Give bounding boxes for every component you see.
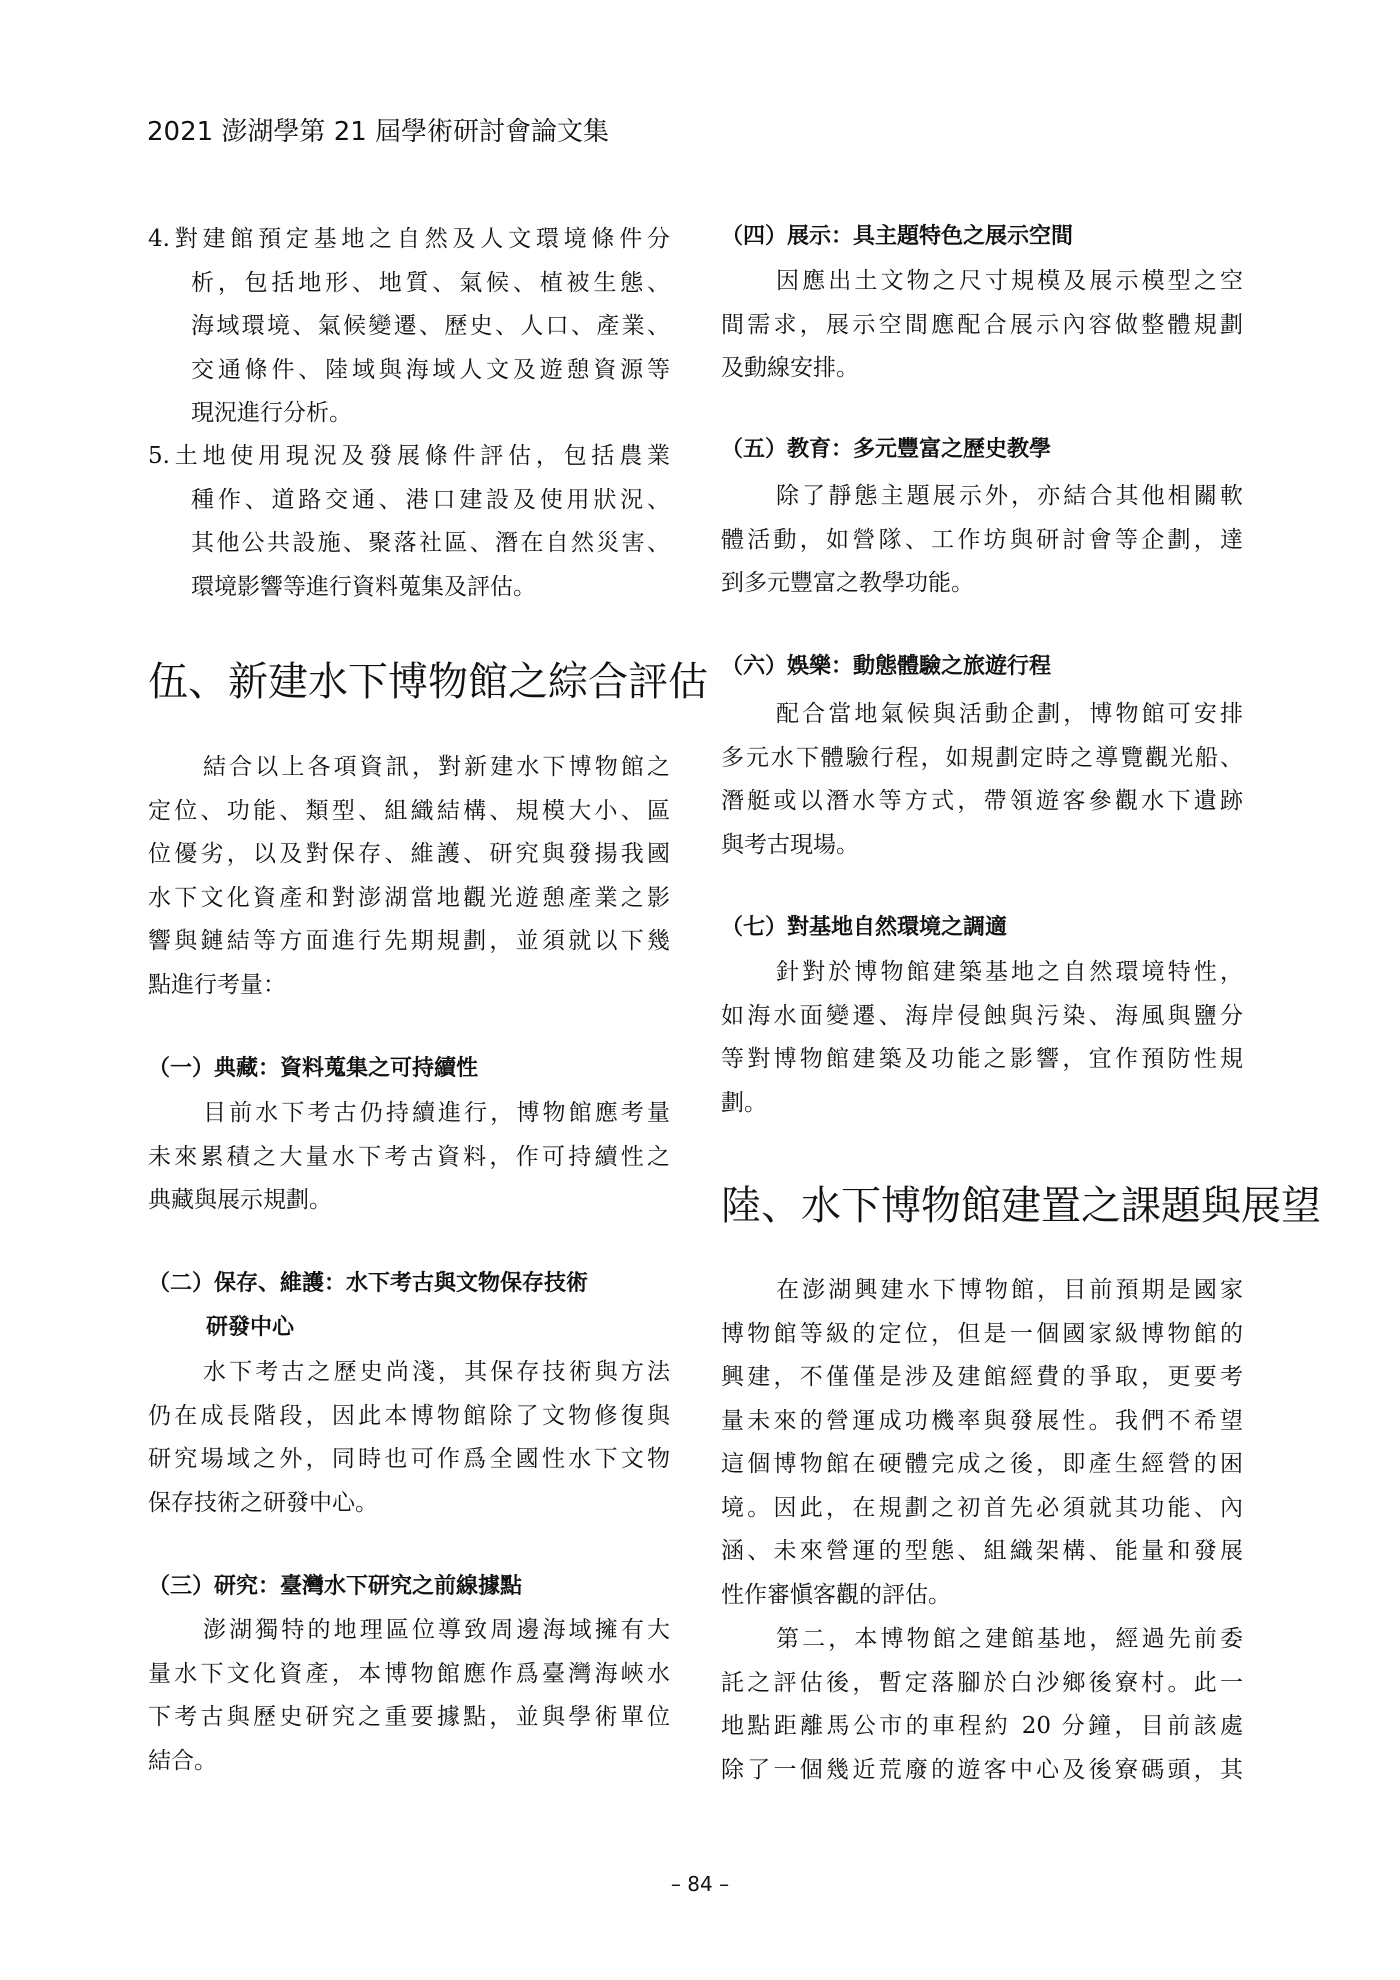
text-line: 其他公共設施、聚落社區、潛在自然災害、 xyxy=(191,530,670,556)
text-line: （七）對基地自然環境之調適 xyxy=(721,915,1008,940)
section-heading-6 xyxy=(721,1174,1321,1229)
text-line: 配合當地氣候與活動企劃，博物館可安排 xyxy=(776,701,1243,727)
section-heading-5 xyxy=(148,650,708,705)
text-line: 5.土地使用現況及發展條件評估，包括農業 xyxy=(148,443,670,469)
text-line: 結合。 xyxy=(148,1747,217,1774)
subheading-1 xyxy=(148,1051,670,1095)
text-line: 除了靜態主題展示外，亦結合其他相關軟 xyxy=(776,483,1243,509)
paragraph xyxy=(148,1094,670,1225)
text-line: 響與鏈結等方面進行先期規劃，並須就以下幾 xyxy=(148,928,670,954)
text-line: 位優劣，以及對保存、維護、研究與發揚我國 xyxy=(148,841,670,867)
text-line: 結合以上各項資訊，對新建水下博物館之 xyxy=(203,754,670,780)
text-line: 研究場域之外，同時也可作爲全國性水下文物 xyxy=(148,1446,670,1472)
text-line: 下考古與歷史研究之重要據點，並與學術單位 xyxy=(148,1704,670,1730)
text-line: 涵、未來營運的型態、組織架構、能量和發展 xyxy=(721,1538,1243,1564)
text-line: 到多元豐富之教學功能。 xyxy=(721,570,974,596)
paragraph xyxy=(148,1611,670,1785)
text-line: 在澎湖興建水下博物館，目前預期是國家 xyxy=(776,1277,1243,1303)
text-line: （四）展示：具主題特色之展示空間 xyxy=(721,224,1074,249)
subheading-3 xyxy=(148,1569,670,1613)
text-line: （一）典藏：資料蒐集之可持續性 xyxy=(148,1056,479,1081)
text-line: 與考古現場。 xyxy=(721,831,859,858)
paragraph xyxy=(721,695,1243,869)
text-line: 量未來的營運成功機率與發展性。我們不希望 xyxy=(721,1407,1243,1434)
running-header: 2021 澎湖學第 21 屆學術研討會論文集 xyxy=(147,117,610,147)
subheading-7 xyxy=(721,910,1243,954)
text-line: （六）娛樂：動態體驗之旅遊行程 xyxy=(721,654,1052,679)
text-line: 保存技術之研發中心。 xyxy=(148,1489,378,1516)
text-line: （五）教育：多元豐富之歷史教學 xyxy=(721,437,1052,462)
text-line: 水下考古之歷史尚淺，其保存技術與方法 xyxy=(203,1359,670,1385)
text-line: 性作審愼客觀的評估。 xyxy=(721,1581,951,1608)
text-line: 種作、道路交通、港口建設及使用狀況、 xyxy=(191,486,670,513)
text-line: 這個博物館在硬體完成之後，即產生經營的困 xyxy=(721,1451,1243,1477)
text-line: 劃。 xyxy=(721,1089,767,1116)
text-line: 潛艇或以潛水等方式，帶領遊客參觀水下遺跡 xyxy=(721,788,1243,814)
paragraph xyxy=(721,477,1243,608)
text-line: 環境影響等進行資料蒐集及評估。 xyxy=(191,573,536,600)
text-line: 興建，不僅僅是涉及建館經費的爭取，更要考 xyxy=(721,1364,1243,1390)
text-line: （三）研究：臺灣水下研究之前線據點 xyxy=(148,1574,523,1599)
text-line: 典藏與展示規劃。 xyxy=(148,1187,332,1213)
paragraph xyxy=(148,1353,670,1527)
text-line: 間需求，展示空間應配合展示內容做整體規劃 xyxy=(721,311,1243,338)
page-number: – 84 – xyxy=(670,1872,730,1896)
text-line: 點進行考量： xyxy=(148,971,286,998)
text-line: 目前水下考古仍持續進行，博物館應考量 xyxy=(203,1100,670,1126)
text-line: 水下文化資產和對澎湖當地觀光遊憩產業之影 xyxy=(148,884,670,911)
text-line: 未來累積之大量水下考古資料，作可持續性之 xyxy=(148,1143,670,1170)
subheading-5 xyxy=(721,432,1243,476)
subheading-2 xyxy=(148,1266,670,1353)
text-line: 析，包括地形、地質、氣候、植被生態、 xyxy=(191,269,670,296)
paragraph xyxy=(721,262,1243,393)
text-line: 地點距離馬公市的車程約 20 分鐘，目前該處 xyxy=(721,1713,1243,1739)
text-line: 4.對建館預定基地之自然及人文環境條件分 xyxy=(148,226,670,252)
text-line: 定位、功能、類型、組織結構、規模大小、區 xyxy=(148,797,670,824)
text-line: （二）保存、維護：水下考古與文物保存技術 xyxy=(148,1271,589,1296)
heading-text: 伍、新建水下博物館之綜合評估 xyxy=(148,659,708,705)
text-line: 澎湖獨特的地理區位導致周邊海域擁有大 xyxy=(203,1617,670,1643)
paragraph xyxy=(721,953,1243,1127)
text-line: 除了一個幾近荒廢的遊客中心及後寮碼頭，其 xyxy=(721,1756,1243,1783)
text-line: 研發中心 xyxy=(206,1314,295,1340)
text-line: 託之評估後，暫定落腳於白沙鄉後寮村。此一 xyxy=(721,1669,1243,1696)
subheading-6 xyxy=(721,649,1243,693)
text-line: 如海水面變遷、海岸侵蝕與污染、海風與鹽分 xyxy=(721,1002,1243,1029)
list-item-5 xyxy=(148,437,670,611)
heading-text: 陸、水下博物館建置之課題與展望 xyxy=(721,1183,1321,1229)
list-item-4 xyxy=(148,220,670,438)
subheading-4 xyxy=(721,219,1243,263)
paragraph xyxy=(721,1620,1243,1794)
text-line: 第二，本博物館之建館基地，經過先前委 xyxy=(776,1626,1243,1652)
text-line: 仍在成長階段，因此本博物館除了文物修復與 xyxy=(148,1402,670,1429)
text-line: 因應出土文物之尺寸規模及展示模型之空 xyxy=(776,268,1243,294)
paragraph xyxy=(148,748,670,1009)
text-line: 針對於博物館建築基地之自然環境特性， xyxy=(776,959,1243,985)
text-line: 多元水下體驗行程，如規劃定時之導覽觀光船、 xyxy=(721,744,1243,771)
text-line: 及動線安排。 xyxy=(721,355,859,381)
paragraph xyxy=(721,1271,1243,1619)
text-line: 現況進行分析。 xyxy=(191,400,352,426)
text-line: 境。因此，在規劃之初首先必須就其功能、內 xyxy=(721,1494,1243,1521)
text-line: 海域環境、氣候變遷、歷史、人口、產業、 xyxy=(191,313,670,339)
text-line: 量水下文化資產，本博物館應作爲臺灣海峽水 xyxy=(148,1660,670,1687)
text-line: 等對博物館建築及功能之影響，宜作預防性規 xyxy=(721,1046,1243,1072)
text-line: 博物館等級的定位，但是一個國家級博物館的 xyxy=(721,1320,1243,1347)
text-line: 體活動，如營隊、工作坊與研討會等企劃，達 xyxy=(721,526,1243,553)
text-line: 交通條件、陸域與海域人文及遊憩資源等 xyxy=(191,356,670,383)
